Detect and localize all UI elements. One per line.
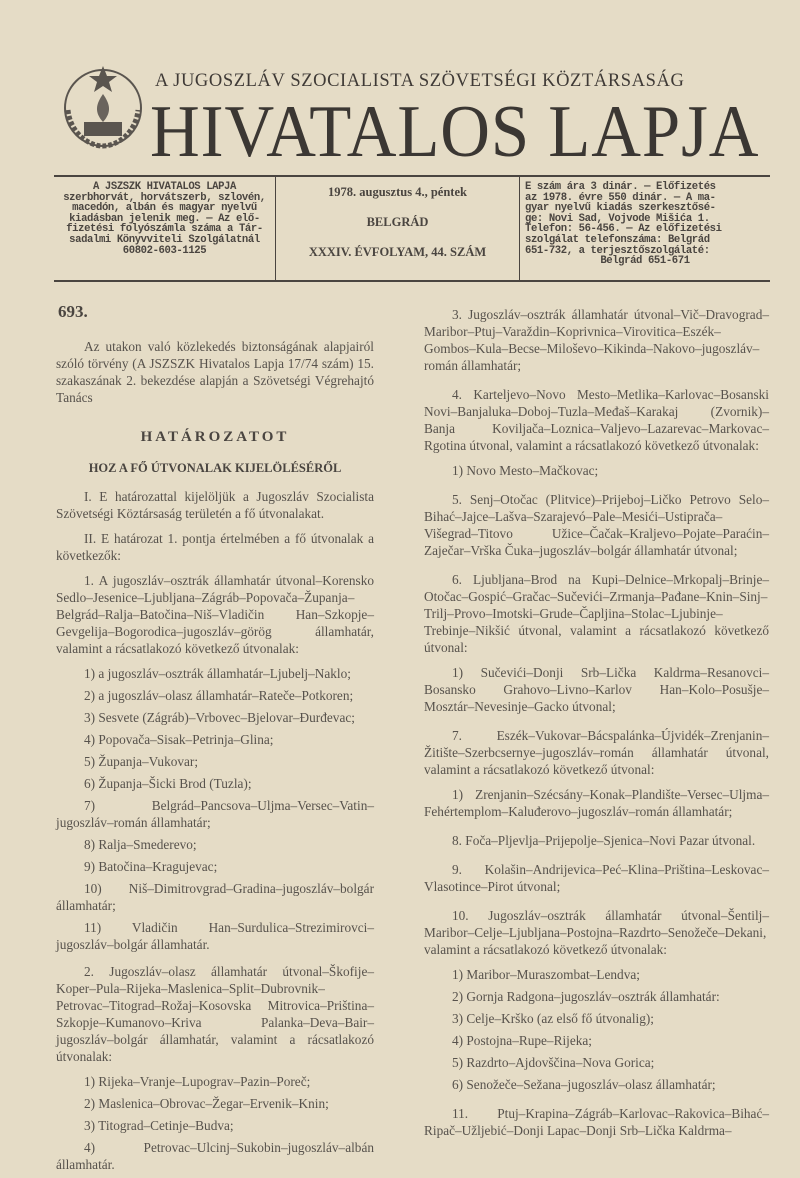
sub-route: 6) Senožeče–Sežana–jugoszláv–olasz államhatár;	[452, 1077, 716, 1092]
sub-route: 2) Gornja Radgona–jugoszláv–osztrák államhatár:	[452, 989, 720, 1004]
sub-route: 6) Županja–Šicki Brod (Tuzla);	[84, 776, 252, 791]
sub-route: 1) a jugoszláv–osztrák államhatár–Ljubelj–Naklo;	[84, 666, 351, 681]
route-paragraph: 10. Jugoszláv–osztrák államhatár útvonal–Šentilj–Maribor–Celje–Ljubljana–Postojna–Razdrto–Senožeče–Dekani, valamint a rácsatlakozó következő útvonalak:	[424, 908, 769, 957]
sub-route: 9) Batočina–Kragujevac;	[84, 859, 218, 874]
sub-route: 8) Ralja–Smederevo;	[84, 837, 197, 852]
masthead-title: HIVATALOS LAPJA	[150, 91, 760, 173]
price-line: Belgrád 651-671	[600, 255, 690, 268]
sub-route: 3) Titograd–Cetinje–Budva;	[84, 1118, 234, 1133]
price-line: az 1978. évre 550 dinár. — A ma-	[525, 191, 716, 204]
paragraph: II. E határozat 1. pontja értelmében a fő útvonalak a következők:	[56, 531, 374, 563]
paragraph: 1. A jugoszláv–osztrák államhatár útvonal–Korensko Sedlo–Jesenice–Ljubljana–Zágráb–Popovača–Županja–Belgrád–Ralja–Batočina–Niš–Vladičin Han–Szkopje–Gevgelija–Bogorodica–jugoszláv–görög államhatár, valamint a rácsatlakozó következő útvonalak:	[56, 573, 374, 656]
info-line: szerbhorvát, horvátszerb, szlovén,	[63, 191, 266, 204]
info-line: fizetési folyószámla száma a Tár-	[66, 223, 263, 236]
sub-route: 1) Maribor–Muraszombat–Lendva;	[452, 967, 640, 982]
decree-heading: HATÁROZATOT	[140, 429, 290, 445]
sub-route: 10) Niš–Dimitrovgrad–Gradina–jugoszláv–bolgár államhatár;	[56, 881, 374, 913]
sub-route: 5) Razdrto–Ajdovščina–Nova Gorica;	[452, 1055, 655, 1070]
sub-route: 11) Vladičin Han–Surdulica–Strezimirovci–jugoszláv–bolgár államhatár.	[56, 920, 374, 952]
info-line: A JSZSZK HIVATALOS LAPJA	[93, 181, 236, 193]
header-box	[54, 175, 770, 282]
header-publication-info	[54, 177, 276, 280]
sub-route: 1) Zrenjanin–Szécsány–Konak–Plandište–Versec–Uljma–Fehértemplom–Kaluđerovo–jugoszláv–román államhatár;	[424, 787, 769, 819]
issue-date: 1978. augusztus 4., péntek	[328, 185, 467, 199]
intro-paragraph: Az utakon való közlekedés biztonságának alapjairól szóló törvény (A JSZSZK Hivatalos Lapja 17/74 szám) 15. szakaszának 2. bekezdése alapján a Szövetségi Végrehajtó Tanács	[56, 339, 374, 405]
route-paragraph: 8. Foča–Pljevlja–Prijepolje–Sjenica–Novi Pazar útvonal.	[452, 833, 756, 848]
route-paragraph: 9. Kolašin–Andrijevica–Peć–Klina–Priština–Leskovac–Vlasotince–Pirot útvonal;	[424, 862, 769, 894]
route-paragraph: 5. Senj–Otočac (Plitvice)–Prijeboj–Ličko Petrovo Selo–Bihać–Jajce–Lašva–Szarajevó–Pale–Mesići–Ustiprača–Višegrad–Titovo Užice–Čačak–Kraljevo–Pojate–Paraćin–Zaječar–Vrška Čuka–jugoszláv–bolgár államhatár útvonal;	[424, 492, 769, 558]
sub-route: 4) Petrovac–Ulcinj–Sukobin–jugoszláv–albán államhatár.	[56, 1140, 374, 1172]
price-line: 651-732, a terjesztőszolgálaté:	[525, 244, 710, 257]
issue-city: BELGRÁD	[366, 215, 429, 229]
decree-number: 693.	[58, 302, 88, 321]
price-line: szolgálat telefonszáma: Belgrád	[525, 233, 710, 246]
route-paragraph: 6. Ljubljana–Brod na Kupi–Delnice–Mrkopalj–Brinje–Otočac–Gospić–Gračac–Sučevići–Zrmanja–Pađane–Knin–Sinj–Trilj–Provo–Imotski–Grude–Čapljina–Stolac–Ljubinje–Trebinje–Nikšić útvonal, valamint a rácsatlakozó következő útvonal:	[424, 572, 769, 655]
info-line: macedón, albán és magyar nyelvű	[72, 202, 257, 215]
decree-subheading: HOZ A FŐ ÚTVONALAK KIJELÖLÉSÉRŐL	[88, 461, 342, 475]
state-emblem	[58, 60, 148, 152]
sub-route: 5) Županja–Vukovar;	[84, 754, 199, 769]
sub-route: 1) Novo Mesto–Mačkovac;	[452, 463, 599, 478]
price-line: Telefon: 56-456. — Az előfizetési	[525, 223, 722, 236]
route-paragraph: 4. Karteljevo–Novo Mesto–Metlika–Karlovac–Bosanski Novi–Banjaluka–Doboj–Tuzla–Međaš–Karakaj (Zvornik)–Banja Koviljača–Loznica–Valjevo–Lazarevac–Markovac–Rgotina útvonal, valamint a rácsatlakozó következő útvonalak:	[424, 387, 769, 453]
route-paragraph: 7. Eszék–Vukovar–Bácspalánka–Újvidék–Zrenjanin–Žitište–Szerbcsernye–jugoszláv–román államhatár útvonal, valamint a rácsatlakozó következő útvonal:	[424, 728, 769, 777]
sub-route: 7) Belgrád–Pancsova–Uljma–Versec–Vatin–jugoszláv–román államhatár;	[56, 798, 374, 830]
left-column	[56, 298, 374, 1178]
sub-route-list-2	[56, 1073, 374, 1173]
issue-volume: XXXIV. ÉVFOLYAM, 44. SZÁM	[308, 245, 487, 259]
price-line: ge: Novi Sad, Vojvode Mišića 1.	[525, 212, 710, 225]
info-line: sadalmi Könyvviteli Szolgálatnál	[69, 233, 260, 246]
sub-route: 1) Rijeka–Vranje–Lupograv–Pazin–Poreč;	[84, 1074, 311, 1089]
route-paragraph: 3. Jugoszláv–osztrák államhatár útvonal–Vič–Dravograd–Maribor–Ptuj–Varaždin–Koprivnica–Virovitica–Eszék–Gombos–Kula–Becse–Miloševo–Kikinda–Nakovo–jugoszláv–román államhatár;	[424, 307, 769, 373]
header-price-info	[520, 177, 770, 280]
header-issue-info	[276, 177, 520, 280]
sub-route: 4) Postojna–Rupe–Rijeka;	[452, 1033, 592, 1048]
route-paragraph: 11. Ptuj–Krapina–Zágráb–Karlovac–Rakovica–Bihać–Ripač–Užljebić–Donji Lapac–Donji Srb–Lička Kaldrma–	[424, 1106, 769, 1138]
sub-route: 2) Maslenica–Obrovac–Žegar–Ervenik–Knin;	[84, 1096, 329, 1111]
paragraph: I. E határozattal kijelöljük a Jugoszláv Szocialista Szövetségi Köztársaság területén a fő útvonalakat.	[56, 489, 374, 521]
paragraph: 2. Jugoszláv–olasz államhatár útvonal–Škofije–Koper–Pula–Rijeka–Maslenica–Split–Dubrovnik–Petrovac–Titograd–Rožaj–Kosovska Mitrovica–Priština–Szkopje–Kumanovo–Kriva Palanka–Deva–Bair–jugoszláv–bolgár államhatár, valamint a rácsatlakozó útvonalak:	[56, 964, 374, 1064]
sub-route: 3) Sesvete (Zágráb)–Vrbovec–Bjelovar–Đurđevac;	[84, 710, 355, 725]
right-column	[424, 306, 769, 1147]
sub-route: 3) Celje–Krško (az első fő útvonalig);	[452, 1011, 654, 1026]
sub-route: 4) Popovača–Sisak–Petrinja–Glina;	[84, 732, 274, 747]
masthead-subtitle: A JUGOSZLÁV SZOCIALISTA SZÖVETSÉGI KÖZTÁRSASÁG	[155, 71, 685, 91]
price-line: gyar nyelvű kiadás szerkesztősé-	[525, 202, 716, 215]
sub-route: 2) a jugoszláv–olasz államhatár–Rateče–Potkoren;	[84, 688, 354, 703]
sub-route: 1) Sučevići–Donji Srb–Lička Kaldrma–Resanovci–Bosansko Grahovo–Livno–Karlov Han–Kolo–Posušje–Mosztár–Nevesinje–Gacko útvonal;	[424, 665, 769, 714]
sub-route-list-1	[56, 665, 374, 953]
info-line: 60802-603-1125	[122, 244, 207, 257]
info-line: kiadásban jelenik meg. — Az elő-	[69, 212, 260, 225]
price-line: E szám ára 3 dinár. — Előfizetés	[525, 181, 716, 193]
